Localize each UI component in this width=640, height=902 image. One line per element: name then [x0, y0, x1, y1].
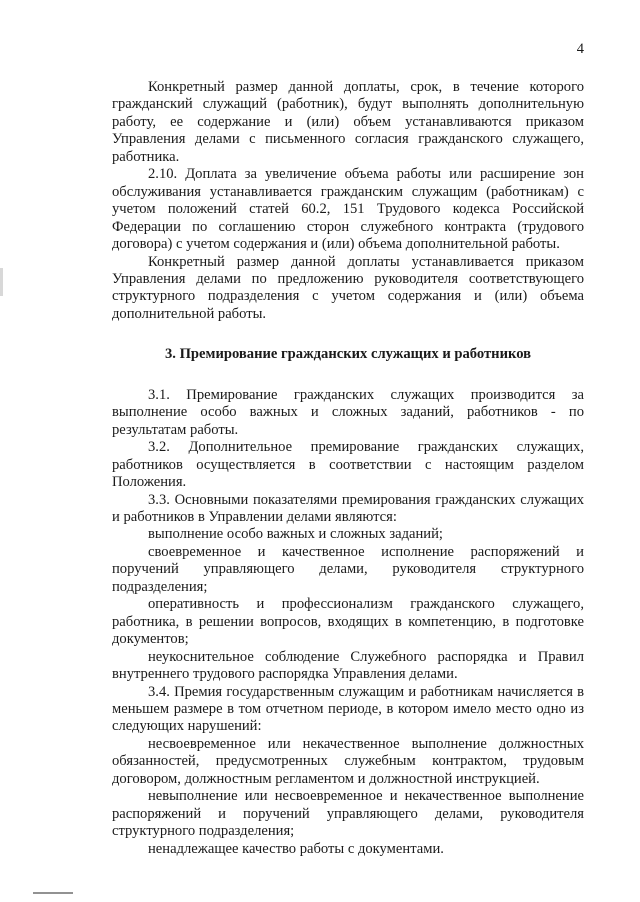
- paragraph-3-2: 3.2. Дополнительное премирование гражданских служащих, работников осуществляется в соответствии с настоящим разделом Положения.: [112, 439, 584, 491]
- paragraph-additional-payment-size: Конкретный размер данной доплаты, срок, в течение которого гражданский служащий (работник), будут выполнять дополнительную работу, ее содержание и (или) объем устанавливаются приказом Управления делами с письменного согласия гражданского служащего, работника.: [112, 79, 584, 165]
- list-item-timely-execution: своевременное и качественное исполнение распоряжений и поручений управляющего делами, руководителя структурного подразделения;: [112, 543, 584, 595]
- list-item-violation-documents: ненадлежащее качество работы с документами.: [148, 840, 444, 857]
- section-heading-bonuses: 3. Премирование гражданских служащих и работников: [164, 346, 532, 363]
- list-item-violation-orders: невыполнение или несвоевременное и некачественное выполнение распоряжений и поручений управляющего делами, руководителя структурного подразделения;: [112, 788, 584, 840]
- paragraph-3-1: 3.1. Премирование гражданских служащих производится за выполнение особо важных и сложных заданий, работников - по результатам работы.: [112, 386, 584, 438]
- paragraph-payment-order: Конкретный размер данной доплаты устанавливается приказом Управления делами по предложению руководителя соответствующего структурного подразделения с учетом содержания и (или) объема дополнительной работы.: [112, 253, 584, 322]
- paragraph-3-4: 3.4. Премия государственным служащим и работникам начисляется в меньшем размере в том отчетном периоде, в котором имело место одно из следующих нарушений:: [112, 683, 584, 735]
- document-body: [112, 79, 584, 858]
- page-number: 4: [576, 41, 584, 57]
- paragraph-2-10: 2.10. Доплата за увеличение объема работы или расширение зон обслуживания устанавливается гражданским служащим (работникам) с учетом положений статей 60.2, 151 Трудового кодекса Российской Федерации по соглашению сторон служебного контракта (трудового договора) с учетом содержания и (или) объема дополнительной работы.: [112, 166, 584, 253]
- list-item-important-tasks: выполнение особо важных и сложных заданий;: [148, 526, 443, 543]
- list-item-professionalism: оперативность и профессионализм гражданского служащего, работника, в решении вопросов, входящих в компетенцию, в подготовке документов;: [112, 596, 584, 648]
- scan-fold-mark: [0, 268, 3, 296]
- list-item-discipline: неукоснительное соблюдение Служебного распорядка и Правил внутреннего трудового распорядка Управления делами.: [112, 648, 584, 683]
- list-item-violation-duties: несвоевременное или некачественное выполнение должностных обязанностей, предусмотренных служебным контрактом, трудовым договором, должностным регламентом и должностной инструкцией.: [112, 735, 584, 787]
- paragraph-3-3: 3.3. Основными показателями премирования гражданских служащих и работников в Управлении делами являются:: [112, 491, 584, 525]
- scan-edge-mark: [33, 892, 73, 894]
